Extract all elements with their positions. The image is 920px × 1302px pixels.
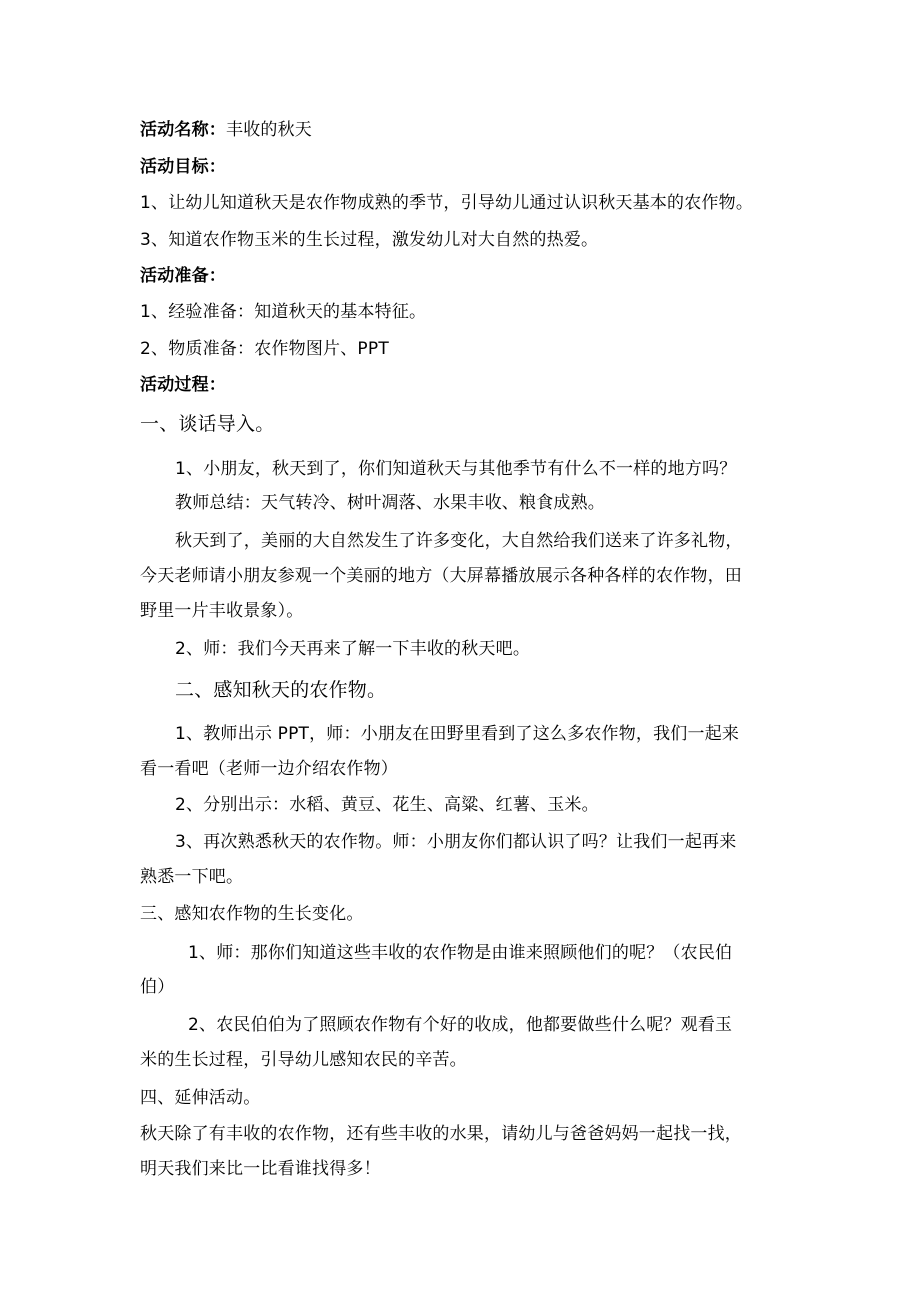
goal-item: 3、知道农作物玉米的生长过程，激发幼儿对大自然的热爱。 <box>140 230 599 250</box>
section-line: 今天老师请小朋友参观一个美丽的地方（大屏幕播放展示各种各样的农作物，田 <box>140 566 742 586</box>
section-line: 2、师：我们今天再来了解一下丰收的秋天吧。 <box>175 639 531 659</box>
goal-item: 1、让幼儿知道秋天是农作物成熟的季节，引导幼儿通过认识秋天基本的农作物。 <box>140 193 754 213</box>
activity-name-line <box>140 119 312 141</box>
section-title: 一、谈话导入。 <box>140 413 275 435</box>
activity-name-value: 丰收的秋天 <box>226 120 312 140</box>
section-title: 二、感知秋天的农作物。 <box>175 679 387 701</box>
process-heading: 活动过程： <box>140 375 226 395</box>
section-line: 1、小朋友，秋天到了，你们知道秋天与其他季节有什么不一样的地方吗？ <box>175 459 737 479</box>
preparation-item: 1、经验准备：知道秋天的基本特征。 <box>140 302 427 322</box>
preparation-heading: 活动准备： <box>140 266 226 286</box>
section-line: 秋天除了有丰收的农作物，还有些丰收的水果，请幼儿与爸爸妈妈一起找一找， <box>140 1124 742 1144</box>
section-line: 教师总结：天气转冷、树叶凋落、水果丰收、粮食成熟。 <box>175 493 605 513</box>
section-title: 四、延伸活动。 <box>140 1088 261 1108</box>
section-line: 3、再次熟悉秋天的农作物。师：小朋友你们都认识了吗？让我们一起再来 <box>175 832 737 852</box>
section-line: 2、农民伯伯为了照顾农作物有个好的收成，他都要做些什么呢？观看玉 <box>188 1015 733 1035</box>
section-line: 2、分别出示：水稻、黄豆、花生、高粱、红薯、玉米。 <box>175 795 599 815</box>
goals-heading: 活动目标： <box>140 157 226 177</box>
preparation-item: 2、物质准备：农作物图片、PPT <box>140 339 389 359</box>
section-title: 三、感知农作物的生长变化。 <box>140 904 364 924</box>
section-line: 秋天到了，美丽的大自然发生了许多变化，大自然给我们送来了许多礼物， <box>175 531 743 551</box>
section-line: 米的生长过程，引导幼儿感知农民的辛苦。 <box>140 1050 467 1070</box>
section-line: 野里一片丰收景象）。 <box>140 601 304 621</box>
section-line: 明天我们来比一比看谁找得多！ <box>140 1159 381 1179</box>
section-line: 熟悉一下吧。 <box>140 867 244 887</box>
section-line: 伯） <box>140 977 175 997</box>
section-line: 1、师：那你们知道这些丰收的农作物是由谁来照顾他们的呢？（农民伯 <box>188 943 733 963</box>
section-line: 看一看吧（老师一边介绍农作物） <box>140 759 398 779</box>
activity-name-label: 活动名称： <box>140 120 226 140</box>
section-line: 1、教师出示 PPT，师：小朋友在田野里看到了这么多农作物，我们一起来 <box>175 724 740 744</box>
